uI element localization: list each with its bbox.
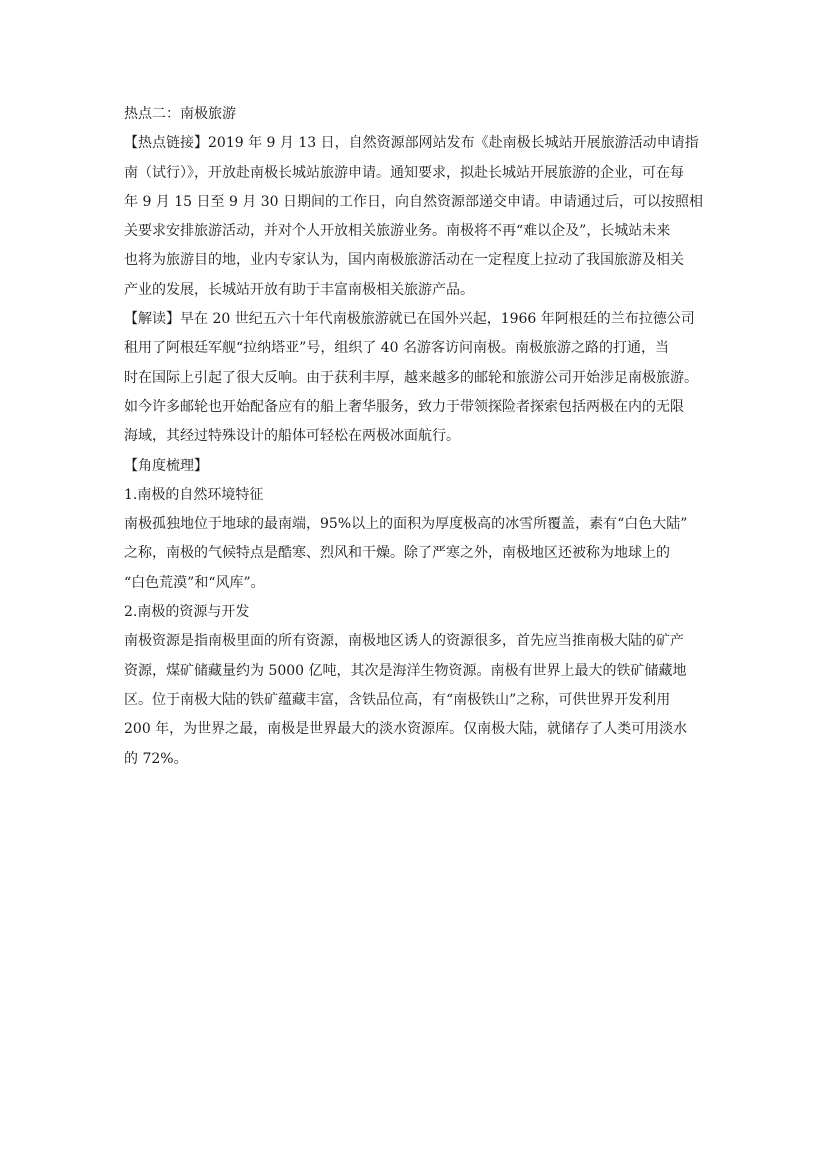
document-title: 热点二：南极旅游 xyxy=(124,106,236,122)
paragraph-line: 南极孤独地位于地球的最南端，95%以上的面积为厚度极高的冰雪所覆盖，素有“白色大陆” xyxy=(124,516,688,533)
paragraph-line: 也将为旅游目的地，业内专家认为，国内南极旅游活动在一定程度上拉动了我国旅游及相关 xyxy=(124,252,684,269)
hot-link-paragraph xyxy=(124,129,704,305)
section1-paragraph xyxy=(124,510,704,598)
paragraph-line: 如今许多邮轮也开始配备应有的船上奢华服务，致力于带领探险者探索包括两极在内的无限 xyxy=(124,398,684,415)
paragraph-line: 关要求安排旅游活动，并对个人开放相关旅游业务。南极将不再“难以企及”，长城站未来 xyxy=(124,223,671,240)
angle-heading: 【角度梳理】 xyxy=(124,457,208,474)
paragraph-line: 区。位于南极大陆的铁矿蕴藏丰富，含铁品位高，有“南极铁山”之称，可供世界开发利用 xyxy=(124,691,671,708)
paragraph-line: 产业的发展，长城站开放有助于丰富南极相关旅游产品。 xyxy=(124,281,474,298)
paragraph-line: “白色荒漠”和“风库”。 xyxy=(124,574,265,591)
paragraph-line: 【解读】早在 20 世纪五六十年代南极旅游就已在国外兴起，1966 年阿根廷的兰布拉德公司 xyxy=(124,311,695,328)
interpretation-paragraph xyxy=(124,305,704,451)
document-body xyxy=(124,100,704,774)
section2-paragraph xyxy=(124,627,704,773)
section-heading: 1.南极的自然环境特征 xyxy=(124,486,264,503)
paragraph-line: 200 年，为世界之最，南极是世界最大的淡水资源库。仅南极大陆，就储存了人类可用淡水 xyxy=(124,721,688,738)
paragraph-line: 海域，其经过特殊设计的船体可轻松在两极冰面航行。 xyxy=(124,428,460,445)
section-heading: 2.南极的资源与开发 xyxy=(124,604,250,621)
paragraph-line: 南（试行）》，开放赴南极长城站旅游申请。通知要求，拟赴长城站开展旅游的企业，可在每 xyxy=(124,164,684,181)
paragraph-line: 之称，南极的气候特点是酷寒、烈风和干燥。除了严寒之外，南极地区还被称为地球上的 xyxy=(124,545,670,562)
paragraph-line: 【热点链接】2019 年 9 月 13 日，自然资源部网站发布《赴南极长城站开展旅游活动申请指 xyxy=(124,135,699,152)
paragraph-line: 的 72%。 xyxy=(124,750,188,767)
paragraph-line: 时在国际上引起了很大反响。由于获利丰厚，越来越多的邮轮和旅游公司开始涉足南极旅游。 xyxy=(124,369,698,386)
paragraph-line: 南极资源是指南极里面的所有资源，南极地区诱人的资源很多，首先应当推南极大陆的矿产 xyxy=(124,633,684,650)
paragraph-line: 租用了阿根廷军舰“拉纳塔亚”号，组织了 40 名游客访问南极。南极旅游之路的打通，当 xyxy=(124,340,670,357)
paragraph-line: 资源，煤矿储藏量约为 5000 亿吨，其次是海洋生物资源。南极有世界上最大的铁矿储藏地 xyxy=(124,662,687,679)
paragraph-line: 年 9 月 15 日至 9 月 30 日期间的工作日，向自然资源部递交申请。申请通过后，可以按照相 xyxy=(124,193,704,210)
